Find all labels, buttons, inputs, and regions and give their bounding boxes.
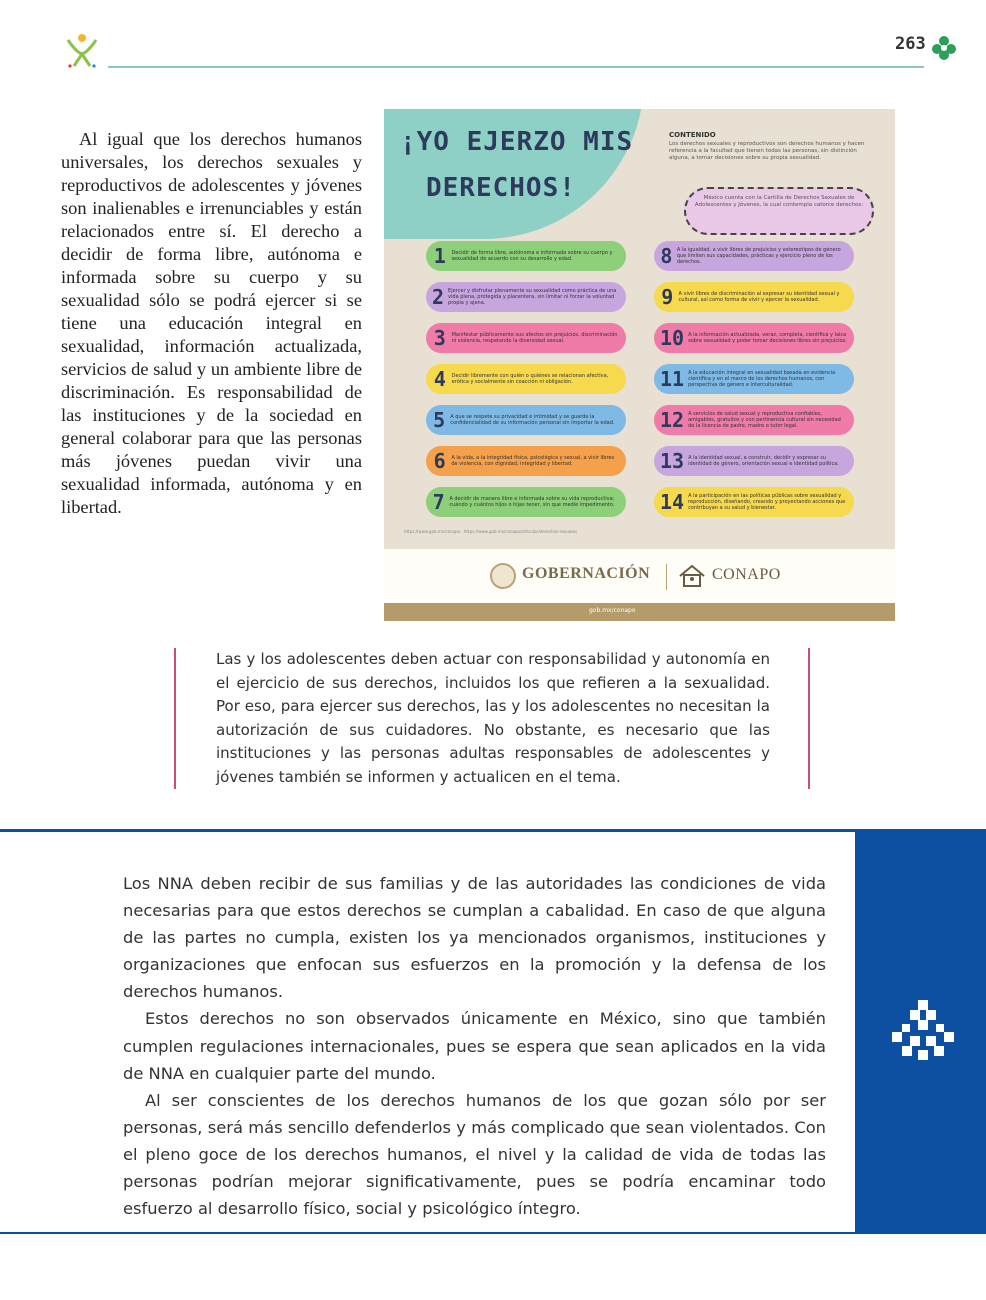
right-item [654, 323, 854, 353]
right-text: A decidir de manera libre e informada sobre su vida reproductiva: cuándo y cuántos hijos o hijas tener, sin que medie impedimento. [449, 496, 615, 508]
right-item [654, 487, 854, 517]
figure-logo-icon [62, 30, 102, 70]
right-text: A la educación integral en sexualidad basada en evidencia científica y en el marco de los derechos humanos, con perspectiva de género e interculturalidad. [688, 370, 836, 388]
green-flower-icon [930, 34, 958, 62]
right-number: 1 [433, 244, 446, 268]
right-text: A la identidad sexual, a construir, decidir y expresar su identidad de género, orientación sexual e identidad política. [688, 455, 839, 467]
embroidery-pattern-icon [888, 996, 958, 1066]
gobernacion-logo-text: GOBERNACIÓN [522, 565, 651, 582]
right-number: 10 [660, 326, 685, 350]
poster-title-line1: ¡YO EJERZO MIS [400, 127, 634, 157]
right-item [654, 405, 854, 435]
right-text: A la participación en las políticas públicas sobre sexualidad y reproducción, diseñando, creando y proyectando acciones que contribuyan a su salud y bienestar. [688, 493, 846, 511]
right-number: 9 [661, 285, 674, 309]
right-text: Decidir de forma libre, autónoma e informada sobre su cuerpo y sexualidad de acuerdo con su desarrollo y edad. [451, 250, 613, 262]
right-item [654, 241, 854, 271]
right-item [426, 446, 626, 476]
footer-divider [666, 564, 667, 590]
right-text: A la vida, a la integridad física, psicológica y sexual, a vivir libres de violencia, con dignidad, integridad y libertad. [451, 455, 615, 467]
right-number: 8 [660, 244, 673, 268]
body-text [123, 870, 826, 1222]
right-item [426, 282, 626, 312]
right-item [654, 446, 854, 476]
right-number: 11 [660, 367, 685, 391]
poster-content-text: Los derechos sexuales y reproductivos son derechos humanos y hacen referencia a la facultad que tienen todas las personas, sin distinción alguna, a tomar decisiones sobre su propia sexualidad. [669, 141, 865, 161]
right-number: 7 [432, 490, 445, 514]
right-text: A que se respete su privacidad e intimidad y se guarde la confidencialidad de su información personal sin importar la edad. [450, 414, 615, 426]
right-number: 14 [660, 490, 685, 514]
right-item [654, 364, 854, 394]
right-number: 13 [660, 449, 685, 473]
page-number: 263 [895, 34, 926, 54]
right-text: Ejercer y disfrutar plenamente su sexualidad como práctica de una vida plena, protegida y placentera, sin limitar ni forzar la voluntad propia y ajena. [448, 288, 617, 306]
intro-paragraph: Al igual que los derechos humanos universales, los derechos sexuales y reproductivos de adolescentes y jóvenes son inalienables e irrenunciables y están relacionados entre sí. El derecho a decidir de forma libre, autónoma e informada sobre su cuerpo y su sexualidad sólo se podrá ejercer si se tiene una educación integral en sexualidad, información actualizada, servicios de salud y un ambiente libre de discriminación. Es responsabilidad de las instituciones y de la sociedad en general colaborar para que las personas más jóvenes puedan vivir una sexualidad informada, autónoma y en libertad. [61, 129, 362, 517]
right-item [426, 487, 626, 517]
right-item [426, 323, 626, 353]
government-seal-icon [490, 563, 516, 589]
section-rule-bottom [0, 1232, 856, 1234]
rights-poster [384, 109, 895, 621]
right-text: A la información actualizada, veraz, completa, científica y laica sobre sexualidad y poder tomar decisiones libres sin prejuicios. [688, 332, 847, 344]
poster-title-line2: DERECHOS! [426, 173, 576, 203]
quote-text: Las y los adolescentes deben actuar con responsabilidad y autonomía en el ejercicio de sus derechos, incluidos los que refieren a la sexualidad. Por eso, para ejercer sus derechos, las y los adolescentes no necesitan la autorización de sus cuidadores. No obstante, es necesario que las instituciones y las personas adultas responsables de adolescentes y jóvenes también se informen y actualicen en el tema. [216, 650, 770, 786]
right-number: 5 [433, 408, 446, 432]
poster-content-heading: CONTENIDO [669, 131, 716, 139]
right-item [426, 241, 626, 271]
header-rule [108, 66, 924, 68]
body-paragraph-2: Estos derechos no son observados únicamente en México, sino que también cumplen regulaciones internacionales, pues se espera que sean aplicados en la vida de NNA en cualquier parte del mundo. [123, 1009, 826, 1083]
right-text: A servicios de salud sexual y reproductiva confiables, amigables, gratuitos y con pertinencia cultural sin necesidad de la licencia de padre, madre o tutor legal. [688, 411, 841, 429]
right-number: 2 [432, 285, 445, 309]
right-number: 4 [433, 367, 446, 391]
quote-bar-left [174, 648, 176, 789]
right-item [426, 364, 626, 394]
body-paragraph-1: Los NNA deben recibir de sus familias y de las autoridades las condiciones de vida necesarias para que estos derechos se cumplan a cabalidad. En caso de que alguna de las partes no cumpla, existen los ya mencionados organismos, instituciones y organizaciones que enfocan sus esfuerzos en la promoción y la defensa de los derechos humanos. [123, 874, 826, 1002]
poster-footer-bar [384, 603, 895, 621]
conapo-house-icon [678, 564, 706, 588]
right-number: 12 [660, 408, 685, 432]
right-number: 6 [433, 449, 446, 473]
right-text: Manifestar públicamente sus afectos sin prejuicios, discriminación ni violencia, respetando la diversidad sexual. [451, 332, 618, 344]
right-text: A vivir libres de discriminación al expresar su identidad sexual y cultural, así como forma de vivir y ejercer la sexualidad. [678, 291, 840, 303]
right-item [654, 282, 854, 312]
section-rule-top [0, 829, 856, 832]
quote-bar-right [808, 648, 810, 789]
conapo-logo-text: CONAPO [712, 566, 781, 583]
speech-bubble-text: México cuenta con la Cartilla de Derechos Sexuales de Adolescentes y Jóvenes, la cual contempla catorce derechos: [694, 195, 864, 208]
right-item [426, 405, 626, 435]
right-number: 3 [433, 326, 446, 350]
body-paragraph-3: Al ser conscientes de los derechos humanos de los que gozan sólo por ser personas, será más sencillo defenderlos y más complicado que sean violentados. Con el pleno goce de los derechos humanos, el nivel y la calidad de vida de todas las personas podrían mejorar significativamente, pues se podría encaminar todo esfuerzo al desarrollo físico, social y psicológico íntegro. [123, 1090, 826, 1219]
right-text: A la igualdad, a vivir libres de prejuicios y estereotipos de género que limiten sus capacidades, prácticas y ejercicio pleno de los derechos. [676, 247, 841, 265]
poster-social-handle: gob.mx/conapo [589, 607, 636, 614]
poster-links: https://www.gob.mx/conapo · https://www.gob.mx/conapo/articulos/derechos-sexuales [404, 529, 578, 534]
right-text: Decidir libremente con quién o quiénes se relacionan afectiva, erótica y socialmente sin coacción ni obligación. [451, 373, 609, 385]
